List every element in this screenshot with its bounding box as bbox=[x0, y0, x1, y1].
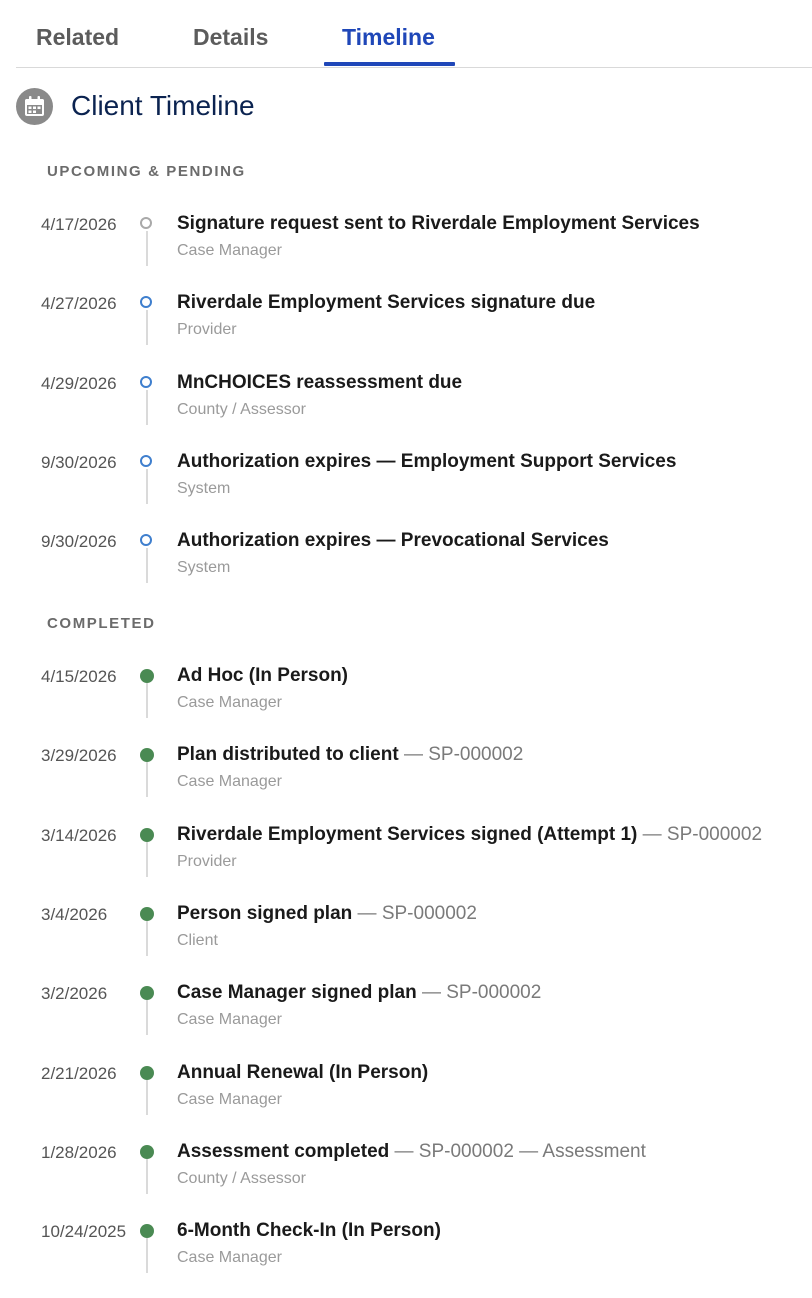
entry-date: 3/2/2026 bbox=[41, 984, 108, 1004]
entry-title-text: Ad Hoc (In Person) bbox=[177, 665, 349, 686]
status-dot-icon bbox=[140, 455, 152, 467]
entry-title-text: Riverdale Employment Services signature due bbox=[177, 292, 596, 314]
entry-title bbox=[177, 1060, 428, 1086]
status-dot-icon bbox=[140, 1145, 154, 1159]
status-dot-icon bbox=[140, 217, 152, 229]
entry-title-text: Signature request sent to Riverdale Employment Services bbox=[177, 213, 700, 234]
status-dot-icon bbox=[140, 986, 154, 1000]
entry-role: Provider bbox=[177, 321, 237, 339]
timeline-entry[interactable] bbox=[0, 292, 812, 366]
timeline-connector bbox=[146, 469, 148, 504]
timeline-connector bbox=[146, 683, 148, 718]
timeline-entry[interactable] bbox=[0, 1062, 812, 1136]
timeline-connector bbox=[146, 231, 148, 266]
entry-date: 10/24/2025 bbox=[41, 1222, 127, 1242]
entry-date: 4/27/2026 bbox=[41, 294, 117, 314]
timeline-entry[interactable] bbox=[0, 744, 812, 818]
entry-date: 1/28/2026 bbox=[41, 1142, 117, 1162]
tab-bar bbox=[16, 0, 812, 68]
section-title-completed: COMPLETED bbox=[47, 615, 156, 632]
timeline-connector bbox=[146, 1159, 148, 1194]
entry-reference: — SP-000002 — Assessment bbox=[389, 1140, 646, 1162]
entry-title-text: Authorization expires — Prevocational Services bbox=[177, 530, 609, 552]
entry-title-text: Assessment completed bbox=[177, 1140, 390, 1162]
entry-date: 4/15/2026 bbox=[41, 667, 117, 686]
entry-role: Case Manager bbox=[177, 773, 282, 791]
entry-role: Case Manager bbox=[177, 1090, 282, 1108]
status-dot-icon bbox=[140, 534, 152, 546]
entry-role: System bbox=[177, 559, 231, 577]
entry-title bbox=[177, 1218, 441, 1244]
entry-role: County / Assessor bbox=[177, 400, 306, 418]
entry-title-text: 6-Month Check-In (In Person) bbox=[177, 1220, 441, 1242]
entry-date: 3/29/2026 bbox=[41, 746, 117, 766]
entry-title bbox=[177, 449, 676, 475]
timeline-entry[interactable] bbox=[0, 530, 812, 604]
status-dot-icon bbox=[140, 828, 154, 842]
entry-role: Case Manager bbox=[177, 1011, 282, 1029]
timeline-entry[interactable] bbox=[0, 213, 812, 287]
section-title-upcoming: UPCOMING & PENDING bbox=[47, 163, 246, 180]
entry-title bbox=[177, 290, 595, 316]
entry-title-text: Authorization expires — Employment Support Services bbox=[177, 450, 677, 472]
entry-title bbox=[177, 901, 477, 927]
timeline-header bbox=[16, 86, 796, 126]
timeline-connector bbox=[146, 842, 148, 877]
entry-role: Case Manager bbox=[177, 1249, 282, 1267]
timeline-entry[interactable] bbox=[0, 451, 812, 525]
entry-role: Case Manager bbox=[177, 242, 282, 259]
entry-title bbox=[177, 742, 523, 768]
timeline-entry[interactable] bbox=[0, 903, 812, 977]
status-dot-icon bbox=[140, 1224, 154, 1238]
timeline-connector bbox=[146, 1080, 148, 1115]
entry-date: 2/21/2026 bbox=[41, 1063, 117, 1083]
timeline-entry[interactable] bbox=[0, 982, 812, 1056]
timeline-connector bbox=[146, 310, 148, 345]
status-dot-icon bbox=[140, 669, 154, 683]
timeline-entry[interactable] bbox=[0, 824, 812, 898]
timeline-entry[interactable] bbox=[0, 372, 812, 446]
timeline-connector bbox=[146, 921, 148, 956]
entry-reference: — SP-000002 bbox=[637, 823, 763, 845]
timeline-connector bbox=[146, 1000, 148, 1035]
page-title: Client Timeline bbox=[71, 90, 255, 121]
entry-title bbox=[177, 822, 762, 848]
entry-date: 3/4/2026 bbox=[41, 904, 108, 924]
entry-title-text: Plan distributed to client bbox=[177, 744, 399, 766]
timeline-entry[interactable] bbox=[0, 665, 812, 739]
entry-role: Provider bbox=[177, 852, 237, 870]
status-dot-icon bbox=[140, 907, 154, 921]
entry-role: Client bbox=[177, 931, 218, 949]
entry-date: 3/14/2026 bbox=[41, 825, 117, 845]
timeline-entry[interactable] bbox=[0, 1141, 812, 1215]
entry-reference: — SP-000002 bbox=[398, 744, 524, 766]
entry-title-text: MnCHOICES reassessment due bbox=[177, 371, 463, 393]
entry-title bbox=[177, 528, 609, 554]
entry-title-text: Person signed plan bbox=[177, 902, 353, 924]
tab-timeline[interactable]: Timeline bbox=[342, 24, 435, 50]
status-dot-icon bbox=[140, 1066, 154, 1080]
timeline-connector bbox=[146, 762, 148, 797]
entry-role: County / Assessor bbox=[177, 1169, 306, 1187]
active-tab-indicator bbox=[324, 62, 455, 66]
timeline-connector bbox=[146, 548, 148, 583]
tab-related[interactable]: Related bbox=[36, 24, 120, 50]
entry-title-text: Riverdale Employment Services signed (Attempt 1) bbox=[177, 823, 638, 845]
entry-date: 9/30/2026 bbox=[41, 532, 117, 552]
entry-date: 4/29/2026 bbox=[41, 373, 117, 393]
entry-title-text: Annual Renewal (In Person) bbox=[177, 1061, 429, 1083]
status-dot-icon bbox=[140, 296, 152, 308]
timeline-connector bbox=[146, 390, 148, 425]
tab-details[interactable]: Details bbox=[193, 24, 269, 50]
timeline-entry[interactable] bbox=[0, 1220, 812, 1294]
entry-title-text: Case Manager signed plan bbox=[177, 982, 417, 1004]
entry-title bbox=[177, 370, 462, 396]
calendar-icon bbox=[16, 88, 53, 125]
entry-date: 9/30/2026 bbox=[41, 452, 117, 472]
entry-reference: — SP-000002 bbox=[352, 902, 477, 924]
entry-role: Case Manager bbox=[177, 694, 282, 711]
status-dot-icon bbox=[140, 748, 154, 762]
status-dot-icon bbox=[140, 376, 152, 388]
entry-role: System bbox=[177, 479, 231, 497]
entry-title bbox=[177, 980, 541, 1006]
entry-title bbox=[177, 663, 348, 689]
entry-title bbox=[177, 1139, 646, 1165]
timeline-connector bbox=[146, 1238, 148, 1273]
entry-title bbox=[177, 211, 700, 237]
entry-date: 4/17/2026 bbox=[41, 215, 117, 234]
entry-reference: — SP-000002 bbox=[416, 982, 542, 1004]
